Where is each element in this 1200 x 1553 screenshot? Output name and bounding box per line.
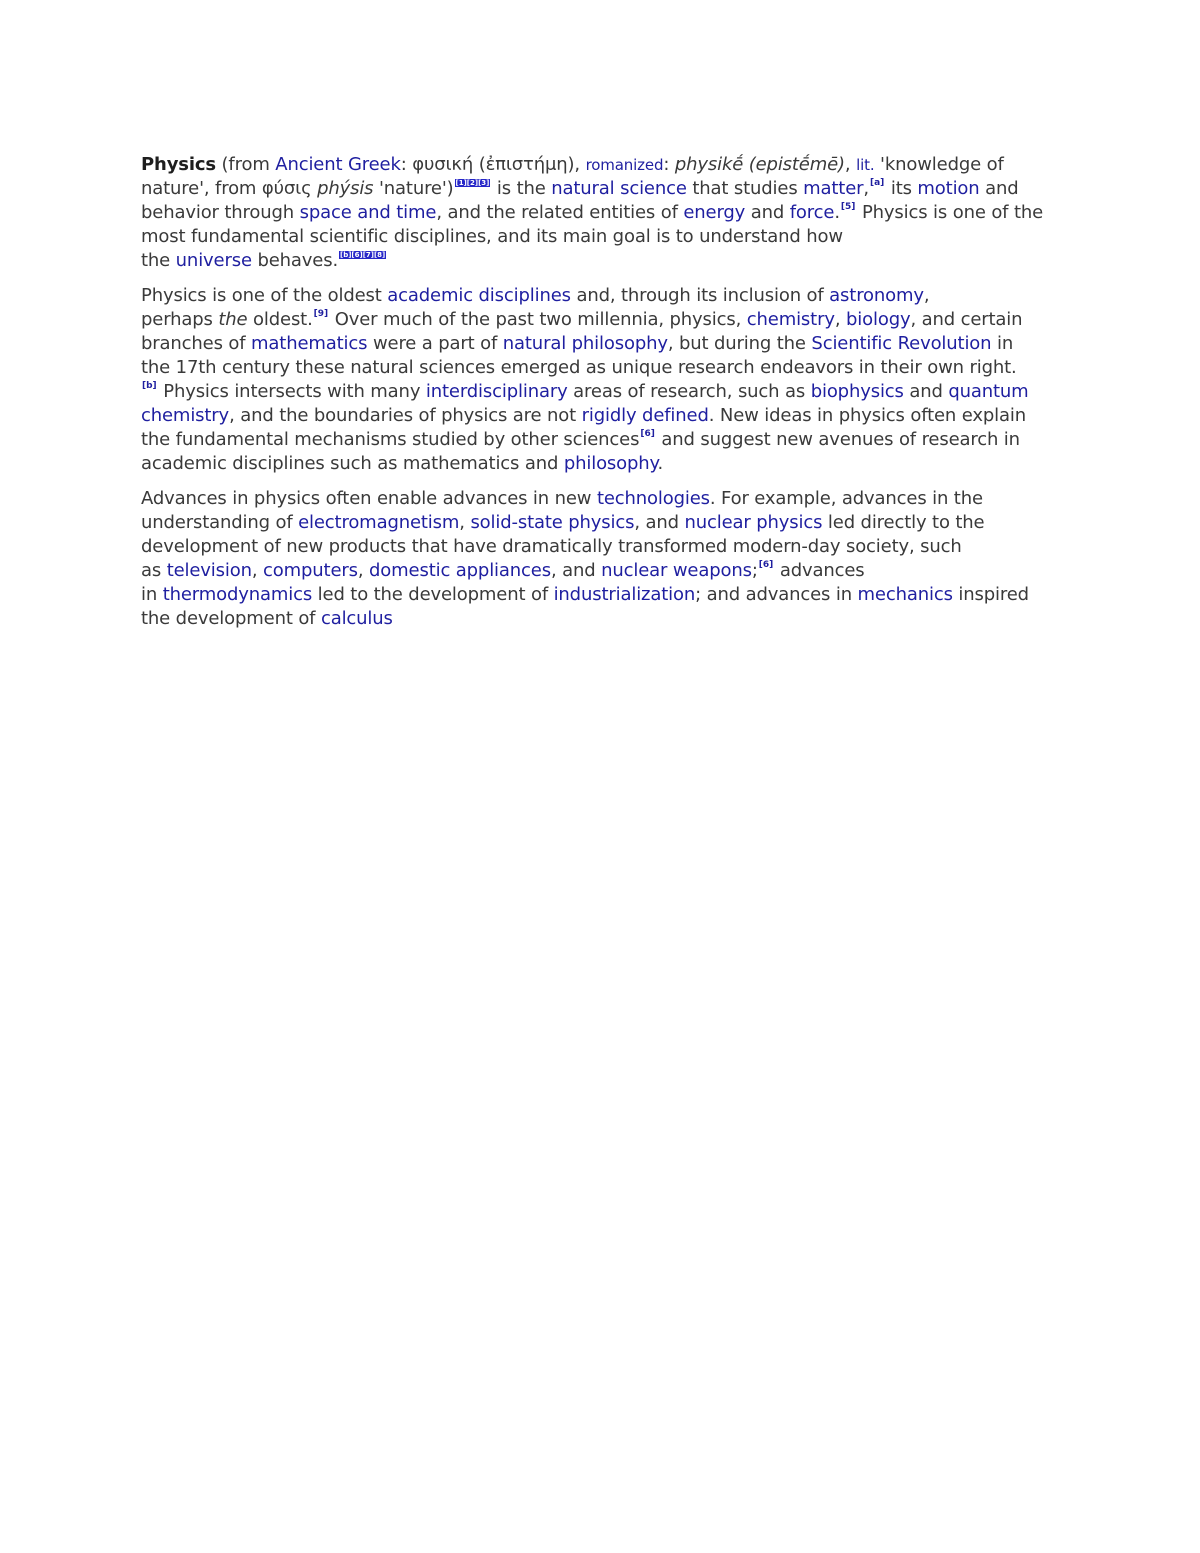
link-natural-philosophy[interactable]: natural philosophy	[502, 333, 668, 354]
line	[141, 583, 1061, 607]
link-electromagnetism[interactable]: electromagnetism	[298, 512, 460, 533]
line	[141, 177, 1061, 201]
text: and	[745, 202, 790, 223]
text: ,	[251, 560, 264, 581]
text: 'nature')	[373, 178, 454, 199]
text: , and the boundaries of physics are not	[229, 405, 582, 426]
link-astronomy[interactable]: astronomy	[829, 285, 924, 306]
link-scientific-revolution[interactable]: Scientific Revolution	[811, 333, 992, 354]
line	[141, 452, 1061, 476]
text: .	[657, 453, 664, 474]
italic-text: the	[218, 309, 248, 330]
line	[141, 404, 1061, 428]
link-force[interactable]: force	[789, 202, 835, 223]
text: and	[979, 178, 1019, 199]
text: , and	[550, 560, 602, 581]
text: led to the development of	[312, 584, 554, 605]
link-universe[interactable]: universe	[175, 250, 252, 271]
text: : φυσική (ἐπιστήμη),	[400, 154, 586, 175]
line	[141, 249, 1061, 273]
text: advances	[774, 560, 865, 581]
citation-ref[interactable]: [b]	[142, 381, 157, 391]
line	[141, 511, 1061, 535]
line	[141, 559, 1061, 583]
line	[141, 332, 1061, 356]
link-lit[interactable]: lit.	[856, 156, 875, 174]
citation-ref[interactable]: [6]	[758, 560, 774, 570]
term-physics: Physics	[141, 154, 216, 175]
text: the development of	[141, 608, 321, 629]
line	[141, 535, 1061, 559]
text: in	[991, 333, 1014, 354]
paragraph-1	[141, 153, 1061, 273]
link-thermodynamics[interactable]: thermodynamics	[162, 584, 313, 605]
text: Physics is one of the oldest	[141, 285, 388, 306]
text: , and	[634, 512, 685, 533]
text: , but during the	[667, 333, 812, 354]
text: that studies	[686, 178, 804, 199]
link-ancient-greek[interactable]: Ancient Greek	[275, 154, 401, 175]
line	[141, 380, 1061, 404]
text: ,	[834, 309, 846, 330]
text: ,	[844, 154, 857, 175]
link-technologies[interactable]: technologies	[596, 488, 710, 509]
link-computers[interactable]: computers	[263, 560, 358, 581]
link-natural-science[interactable]: natural science	[551, 178, 687, 199]
text: ; and advances in	[695, 584, 858, 605]
text: as	[141, 560, 167, 581]
text: Physics intersects with many	[157, 381, 426, 402]
link-calculus[interactable]: calculus	[320, 608, 393, 629]
text: most fundamental scientific disciplines, and its main goal is to understand how	[141, 226, 843, 247]
line	[141, 607, 1061, 631]
article-body	[141, 153, 1061, 642]
line	[141, 356, 1061, 380]
link-interdisciplinary[interactable]: interdisciplinary	[425, 381, 568, 402]
link-industrialization[interactable]: industrialization	[553, 584, 696, 605]
text: the fundamental mechanisms studied by other sciences	[141, 429, 640, 450]
text: oldest.	[247, 309, 313, 330]
text: nature', from φύσις	[141, 178, 318, 199]
text: branches of	[141, 333, 252, 354]
text: . New ideas in physics often explain	[708, 405, 1026, 426]
line	[141, 487, 1061, 511]
citation-ref[interactable]: [b][6][7][8]	[340, 251, 386, 259]
text: its	[885, 178, 918, 199]
link-nuclear-physics[interactable]: nuclear physics	[684, 512, 823, 533]
line	[141, 225, 1061, 249]
link-nuclear-weapons[interactable]: nuclear weapons	[601, 560, 752, 581]
text: academic disciplines such as mathematics and	[141, 453, 564, 474]
text: ,	[863, 178, 869, 199]
text: ,	[357, 560, 370, 581]
line	[141, 284, 1061, 308]
text: were a part of	[367, 333, 503, 354]
text: .	[834, 202, 840, 223]
text: areas of research, such as	[567, 381, 811, 402]
citation-ref[interactable]: [9]	[313, 309, 329, 319]
link-space-and-time[interactable]: space and time	[299, 202, 437, 223]
text: development of new products that have dramatically transformed modern-day society, such	[141, 536, 962, 557]
link-romanized[interactable]: romanized	[585, 156, 664, 174]
line	[141, 201, 1061, 225]
paragraph-3	[141, 487, 1061, 631]
link-chemistry[interactable]: chemistry	[746, 309, 835, 330]
link-academic-disciplines[interactable]: academic disciplines	[387, 285, 571, 306]
link-rigidly-defined[interactable]: rigidly defined	[581, 405, 709, 426]
link-quantum-chemistry[interactable]: chemistry	[141, 405, 230, 426]
text: and	[903, 381, 949, 402]
text: is the	[491, 178, 552, 199]
link-matter[interactable]: matter	[803, 178, 864, 199]
italic-text: physikḗ (epistḗmē)	[674, 154, 845, 175]
text: ,	[923, 285, 930, 306]
text: perhaps	[141, 309, 219, 330]
citation-ref[interactable]: [6]	[640, 429, 655, 439]
text: led directly to the	[822, 512, 985, 533]
text: and, through its inclusion of	[570, 285, 830, 306]
text: the	[141, 250, 176, 271]
italic-text: phýsis	[317, 178, 374, 199]
text: ,	[459, 512, 471, 533]
citation-ref[interactable]: [1][2][3]	[455, 179, 490, 187]
text: inspired	[952, 584, 1029, 605]
link-biophysics[interactable]: biophysics	[810, 381, 904, 402]
text: behaves.	[251, 250, 339, 271]
citation-ref[interactable]: [a]	[869, 178, 885, 188]
link-domestic-appliances[interactable]: domestic appliances	[369, 560, 551, 581]
link-philosophy[interactable]: philosophy	[563, 453, 658, 474]
paragraph-2	[141, 284, 1061, 476]
text: , and the related entities of	[436, 202, 684, 223]
link-television[interactable]: television	[166, 560, 252, 581]
text: understanding of	[141, 512, 299, 533]
line	[141, 153, 1061, 177]
line	[141, 428, 1061, 452]
text: . For example, advances in the	[709, 488, 983, 509]
link-motion[interactable]: motion	[917, 178, 980, 199]
text: 'knowledge of	[874, 154, 1004, 175]
text: the 17th century these natural sciences emerged as unique research endeavors in their own right.	[141, 357, 1017, 378]
text: :	[663, 154, 675, 175]
text: ;	[751, 560, 758, 581]
link-biology[interactable]: biology	[845, 309, 911, 330]
link-mathematics[interactable]: mathematics	[251, 333, 368, 354]
link-solid-state-physics[interactable]: solid-state physics	[470, 512, 635, 533]
link-mechanics[interactable]: mechanics	[857, 584, 953, 605]
text: Physics is one of the	[856, 202, 1044, 223]
line	[141, 308, 1061, 332]
text: behavior through	[141, 202, 300, 223]
link-quantum-chemistry[interactable]: quantum	[948, 381, 1029, 402]
citation-ref[interactable]: [5]	[840, 202, 856, 212]
text: in	[141, 584, 163, 605]
text: , and certain	[910, 309, 1023, 330]
text: and suggest new avenues of research in	[655, 429, 1020, 450]
text: Over much of the past two millennia, physics,	[329, 309, 747, 330]
link-energy[interactable]: energy	[683, 202, 746, 223]
text: Advances in physics often enable advances in new	[141, 488, 597, 509]
text: (from	[215, 154, 276, 175]
